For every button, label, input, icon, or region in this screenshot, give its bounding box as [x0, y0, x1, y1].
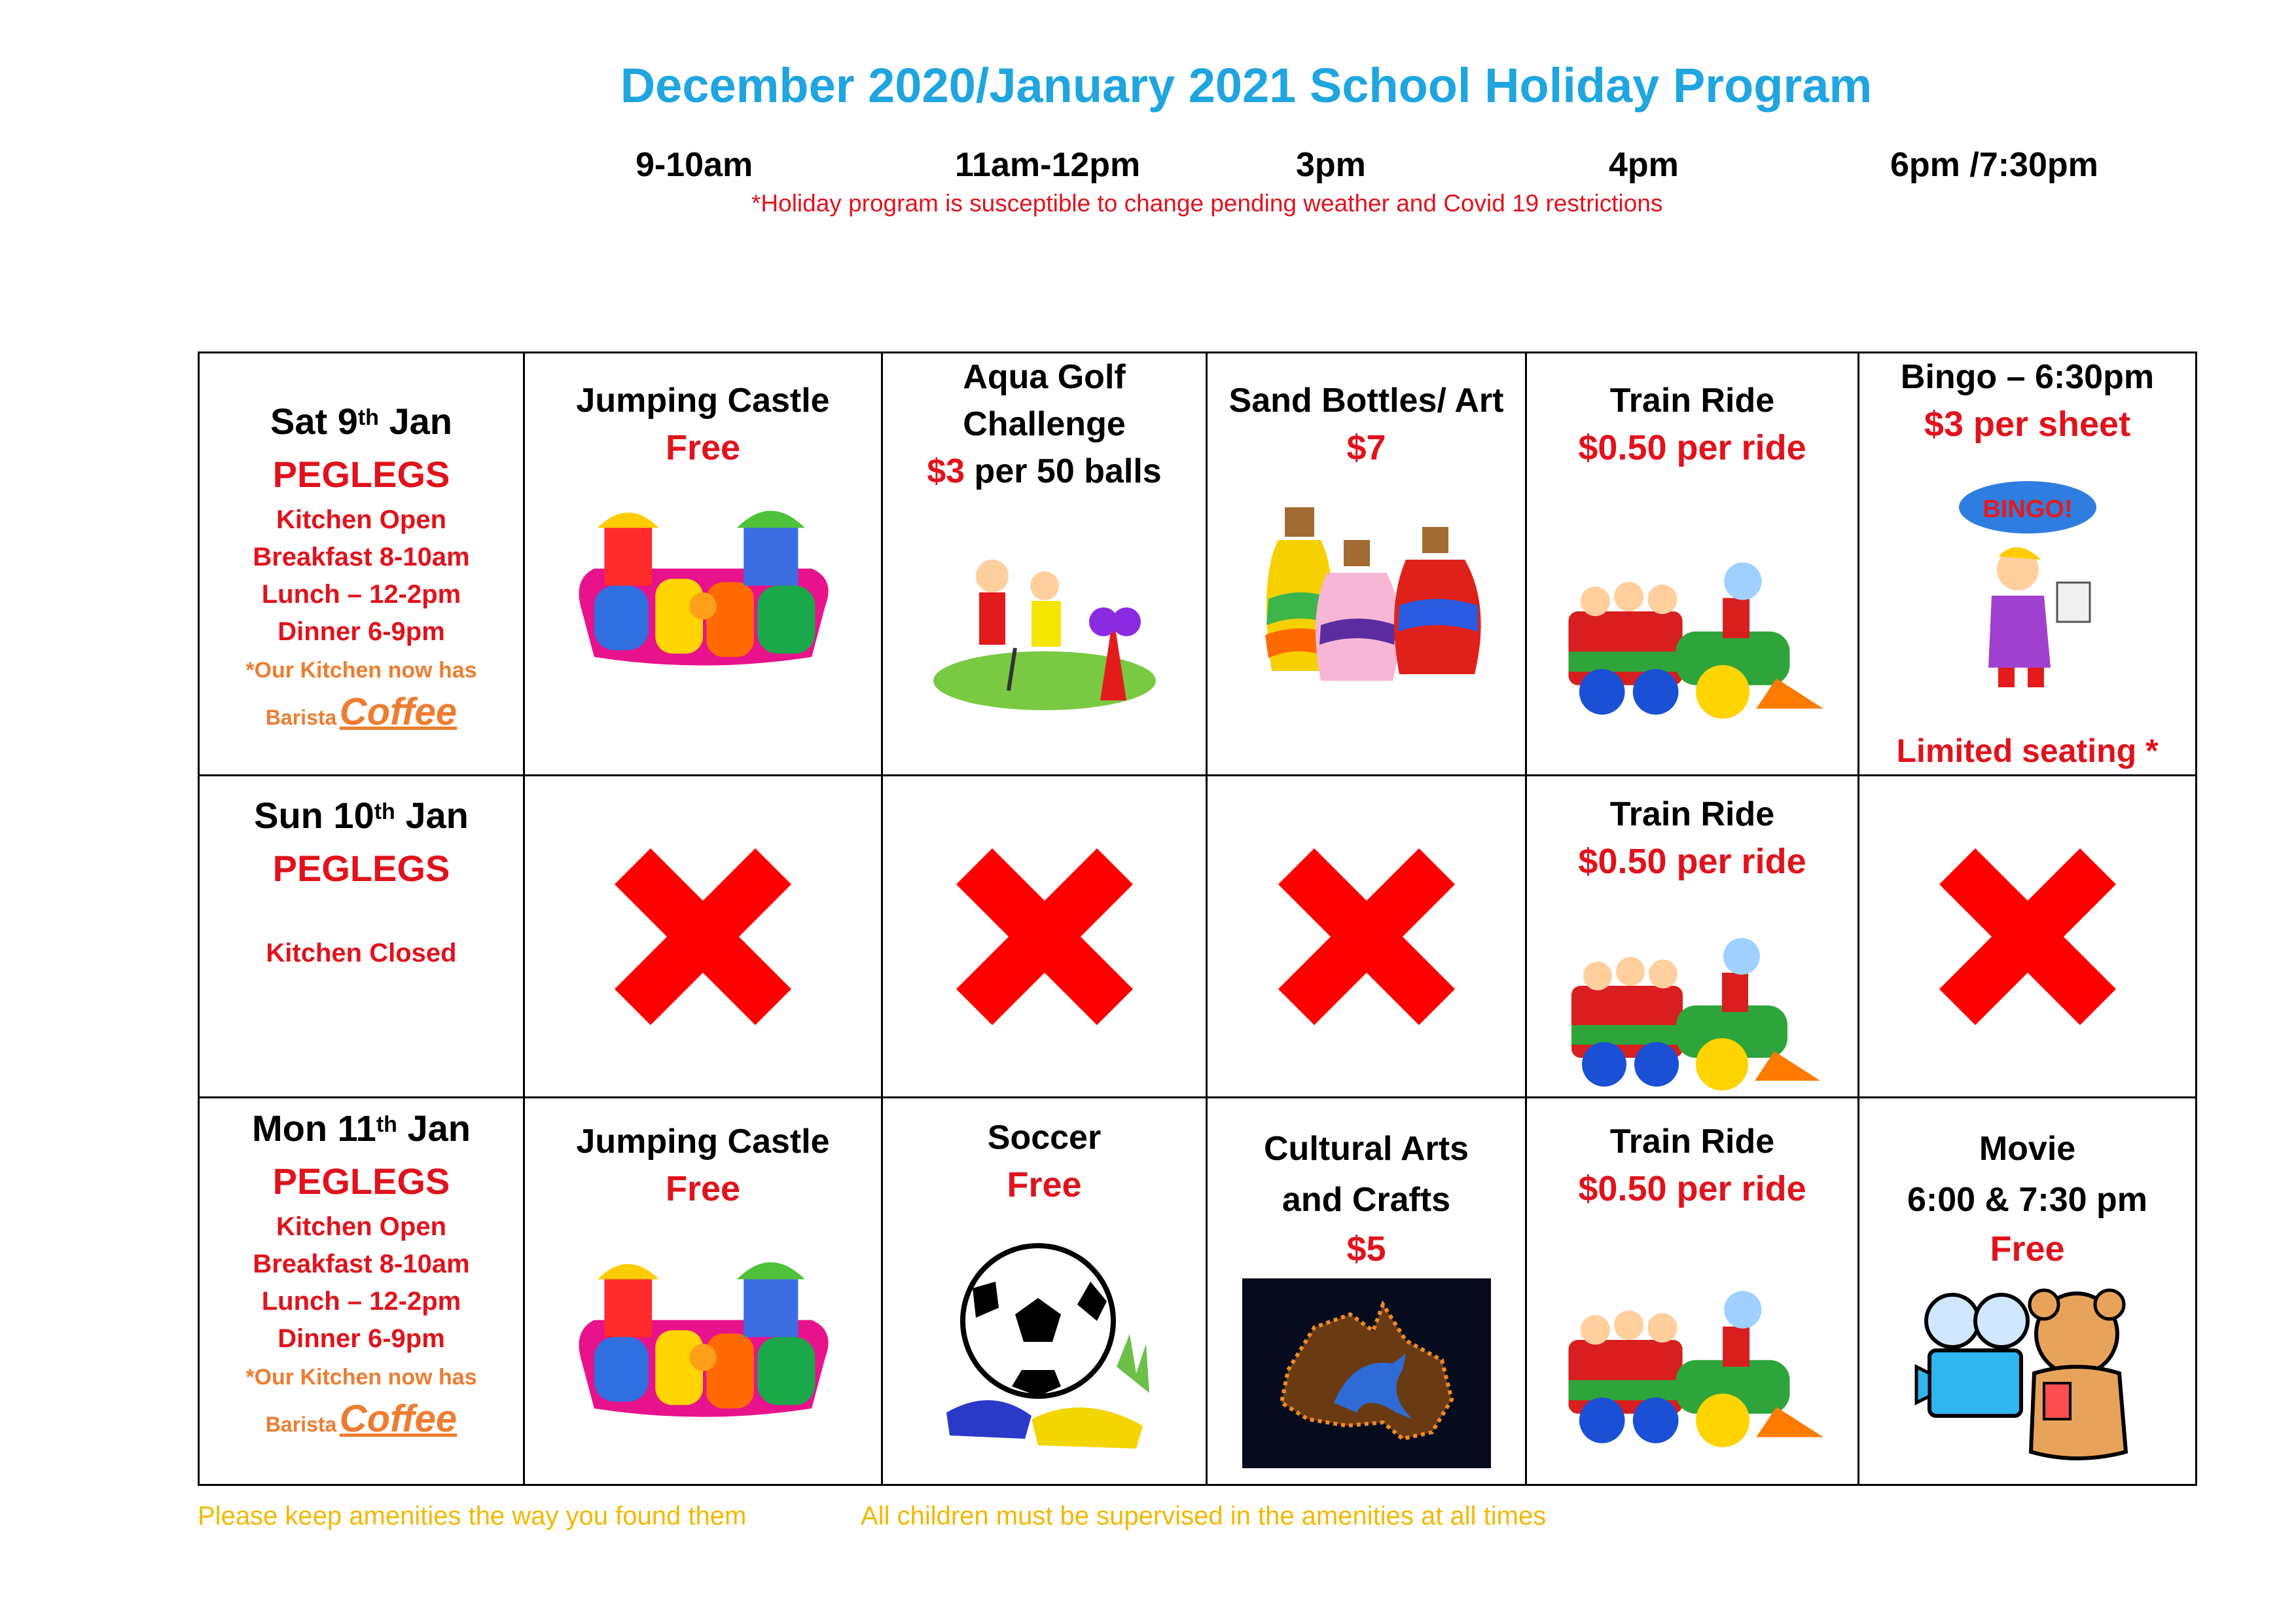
- activity-price: $3 per sheet: [1924, 405, 2131, 444]
- day-cell-mon: [199, 1098, 524, 1485]
- mini-golf-icon: [930, 550, 1159, 713]
- activity-cell: [1859, 353, 2197, 776]
- day-label: Sun 10th Jan: [254, 795, 469, 836]
- cancelled-cell: [524, 776, 882, 1098]
- barista-note: *Our Kitchen now has: [245, 658, 477, 683]
- activity-name: Jumping Castle: [576, 382, 830, 420]
- cancelled-x-icon: [956, 848, 1133, 1025]
- table-row-sat: [199, 353, 2197, 776]
- activity-name: Sand Bottles/ Art: [1229, 382, 1504, 420]
- activity-price: Free: [1007, 1165, 1082, 1204]
- activity-price: $3 per 50 balls: [927, 452, 1162, 490]
- time-slot-4: 4pm: [1609, 146, 1679, 184]
- day-cell-sat: [199, 353, 524, 776]
- kitchen-line: Dinner 6-9pm: [278, 1324, 445, 1353]
- activity-name: Challenge: [963, 405, 1126, 443]
- kitchen-line: Breakfast 8-10am: [253, 543, 470, 571]
- activity-cell: [1859, 1098, 2197, 1485]
- activity-cell: [1207, 1098, 1526, 1485]
- teddy-movie-projector-icon: [1910, 1288, 2145, 1465]
- cancelled-cell: [1207, 776, 1526, 1098]
- day-label: Sat 9th Jan: [270, 401, 452, 442]
- activity-name: Train Ride: [1609, 795, 1775, 833]
- day-label: Mon 11th Jan: [252, 1108, 471, 1149]
- kitchen-status: Kitchen Closed: [266, 939, 457, 967]
- venue-name: PEGLEGS: [272, 1161, 450, 1202]
- activity-name: Train Ride: [1609, 382, 1775, 420]
- cancelled-x-icon: [1939, 848, 2116, 1025]
- activity-price: Free: [665, 1169, 741, 1208]
- activity-price: Free: [1990, 1229, 2065, 1269]
- time-slot-1: 9-10am: [636, 146, 753, 184]
- soccer-ball-icon: [933, 1236, 1156, 1458]
- footer-supervision-note: All children must be supervised in the amenities at all times: [861, 1502, 1547, 1530]
- activity-cell: [524, 353, 882, 776]
- day-cell-sun: [199, 776, 524, 1098]
- kitchen-line: Kitchen Open: [276, 505, 447, 534]
- activity-name: Train Ride: [1609, 1123, 1775, 1161]
- activity-name: Bingo – 6:30pm: [1900, 358, 2155, 396]
- activity-name: Soccer: [987, 1119, 1102, 1157]
- activity-price: Free: [665, 428, 741, 467]
- coffee-link: Coffee: [339, 1398, 457, 1440]
- activity-name: Jumping Castle: [576, 1123, 830, 1161]
- barista-label: Barista: [265, 1413, 337, 1436]
- cancelled-x-icon: [1278, 848, 1455, 1025]
- venue-name: PEGLEGS: [272, 454, 450, 495]
- svg-text:BINGO!: BINGO!: [1982, 496, 2073, 523]
- activity-price: $5: [1346, 1229, 1386, 1269]
- sand-bottles-icon: [1249, 501, 1484, 691]
- bouncy-castle-icon: [565, 1255, 840, 1432]
- activity-name: Movie: [1979, 1130, 2076, 1168]
- limited-seating-note: Limited seating *: [1896, 732, 2159, 769]
- footer-amenities-note: Please keep amenities the way you found them: [198, 1502, 747, 1530]
- kitchen-line: Lunch – 12-2pm: [261, 1287, 461, 1316]
- activity-price: $0.50 per ride: [1578, 842, 1806, 881]
- train-icon: [1555, 550, 1830, 727]
- barista-note: *Our Kitchen now has: [245, 1365, 477, 1390]
- activity-name: Cultural Arts: [1264, 1130, 1469, 1168]
- activity-cell: [1526, 353, 1859, 776]
- activity-cell: [1526, 776, 1859, 1098]
- activity-cell: [1526, 1098, 1859, 1485]
- time-slot-5: 6pm /7:30pm: [1890, 146, 2098, 184]
- activity-cell: [1207, 353, 1526, 776]
- activity-price: $7: [1346, 428, 1386, 467]
- time-slot-3: 3pm: [1296, 146, 1366, 184]
- cancelled-cell: [1859, 776, 2197, 1098]
- australia-kangaroo-art-icon: [1242, 1278, 1491, 1468]
- page-title: December 2020/January 2021 School Holiday Program: [620, 58, 1873, 113]
- holiday-program-table: [198, 352, 2197, 1486]
- venue-name: PEGLEGS: [272, 848, 450, 889]
- bingo-caller-icon: [1952, 478, 2103, 694]
- kitchen-line: Lunch – 12-2pm: [261, 580, 461, 609]
- kitchen-line: Dinner 6-9pm: [278, 617, 445, 646]
- activity-price: $0.50 per ride: [1578, 428, 1806, 467]
- activity-cell: [882, 1098, 1207, 1485]
- coffee-link: Coffee: [339, 691, 457, 733]
- table-row-sun: [199, 776, 2197, 1098]
- train-icon: [1555, 927, 1830, 1097]
- movie-times: 6:00 & 7:30 pm: [1907, 1181, 2148, 1219]
- kitchen-line: Kitchen Open: [276, 1212, 447, 1241]
- bouncy-castle-icon: [565, 504, 840, 681]
- activity-price: $0.50 per ride: [1578, 1169, 1806, 1208]
- table-row-mon: [199, 1098, 2197, 1485]
- activity-name: Aqua Golf: [963, 358, 1126, 396]
- train-icon: [1555, 1272, 1830, 1462]
- activity-cell: [524, 1098, 882, 1485]
- barista-label: Barista: [265, 706, 337, 729]
- covid-disclaimer: *Holiday program is susceptible to change pending weather and Covid 19 restrictions: [751, 190, 1663, 217]
- activity-cell: [882, 353, 1207, 776]
- kitchen-line: Breakfast 8-10am: [253, 1250, 470, 1278]
- time-slot-2: 11am-12pm: [955, 146, 1141, 184]
- cancelled-x-icon: [615, 848, 791, 1025]
- cancelled-cell: [882, 776, 1207, 1098]
- activity-name: and Crafts: [1282, 1181, 1451, 1219]
